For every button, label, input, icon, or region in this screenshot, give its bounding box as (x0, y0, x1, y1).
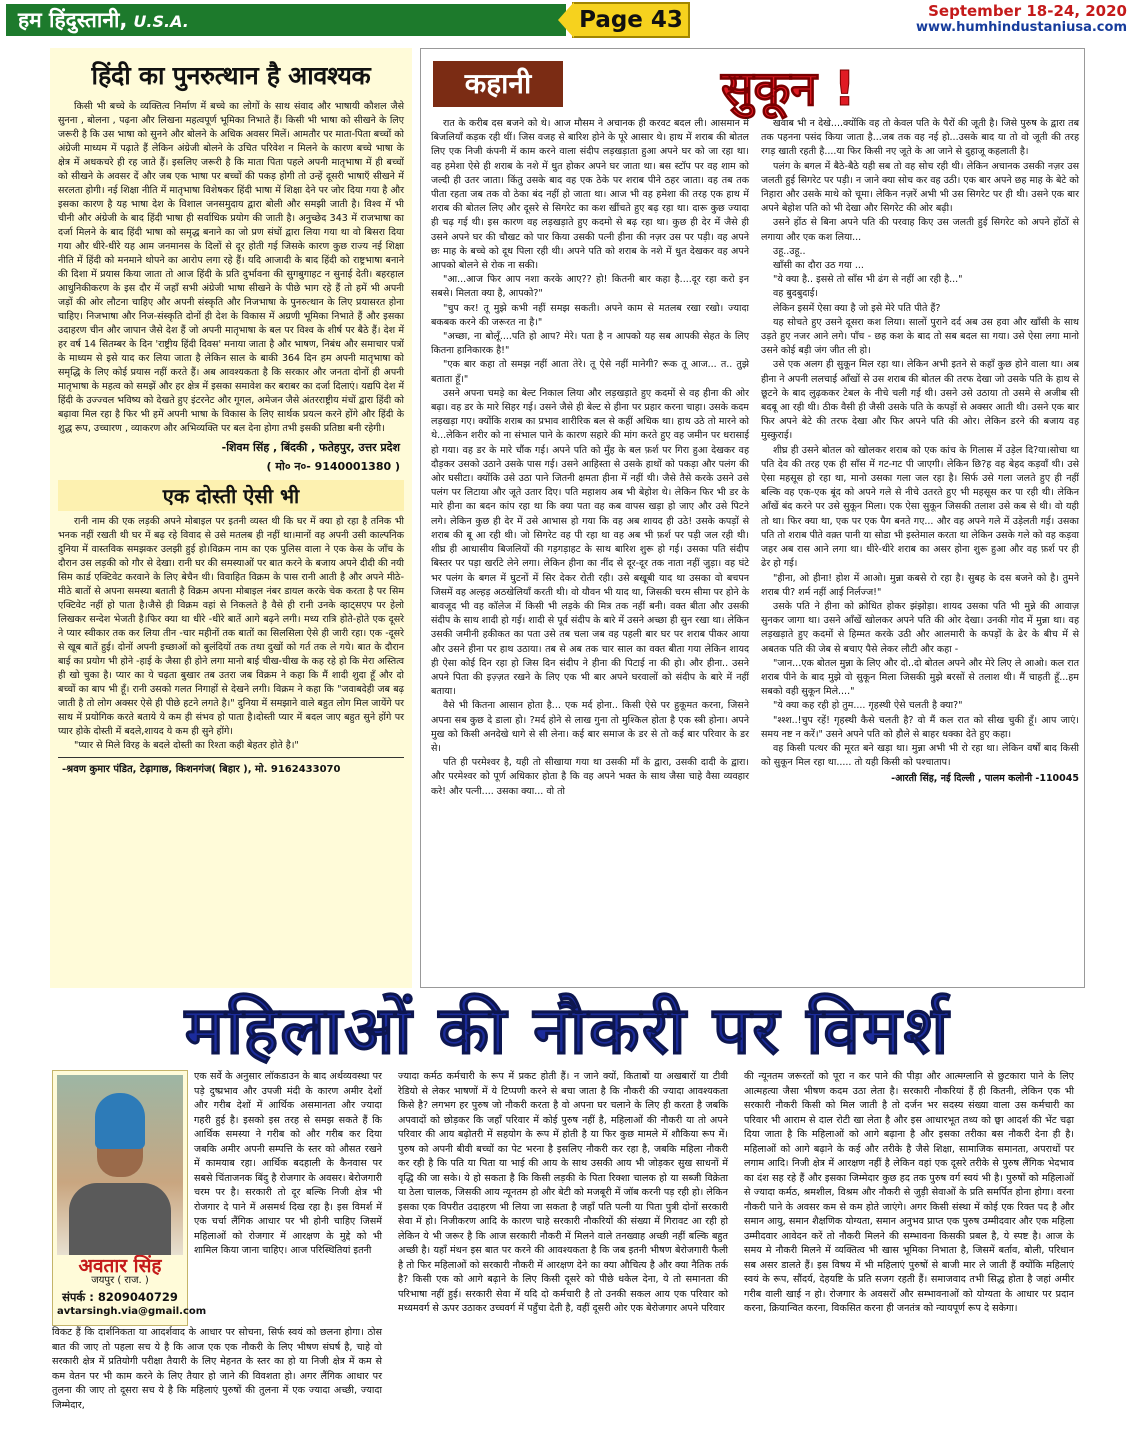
bottom-column-1-upper (52, 1070, 382, 1326)
story-section (420, 48, 1085, 988)
story-label: कहानी (433, 61, 563, 107)
story-paragraph: खाँसी का दौरा उठ गया ... (773, 260, 864, 272)
story-paragraph: वह बुदबुदाई। (773, 288, 819, 300)
story-paragraph: उसने अपना चमड़े का बेल्ट निकाल लिया और लड़खड़ाते हुए कदमों से वह हीना की ओर बढ़ा। वह डर के मारे सिहर गई। उसने जैसे ही बेल्ट से हीना पर प्रहार करना चाहा। उसके कदम लड़खड़ा गए। क्योंकि शराब का प्रभाव शारीरिक बल से कहीं अधिक था। हाथ उठे तो मारने को थे...लेकिन शरीर को ना संभाल पाने के कारण सहारे की मांग करते हुए वह जमीन पर धरासाई हो गया। वह डर के मारे चौंक गई। अपने पति को मुँह के बल फ़र्श पर गिरा हुआ देखकर वह दौड़कर उसको उठाने उसके पास गई। उसने आहिस्ता से उसके हाथों को पकड़ा और पलंग की ओर घसीटा। क्योंकि उसे उठा पाने जितनी क्षमता हीना में नहीं थी। जैसे तैसे करके उसने उसे पलंग पर लिटाया और जूते उतार दिए। पति महाशय अब भी बेहोश थे। लेकिन फिर भी डर के मारे हीना का बदन कांप रहा था कि क्या पता वह कब वापस खड़ा हो जाए और उसे पिटने लगे। लेकिन कुछ ही देर में उसे आभास हो गया कि वह अब शायद ही उठे! उसके कपड़ों से शराब की बू आ रही थी। जो सिगरेट वह पी रहा था वह अब भी फ़र्श पर पड़ी जल रही थी। शीघ्र ही आधासीय बिजलियों की गड़गड़ाहट के साथ बारिश शुरू हो गई। उसका पति संदीप बिस्तर पर पड़ा खर्राटे लेने लगा। लेकिन हीना का नींद से दूर-दूर तक नाता नहीं जुड़ा। वह घंटे भर पलंग के बगल में घुटनों में सिर देकर रोती रही। उसे बखूबी याद था उसका वो बचपन जिसमें वह अल्हड़ अठखेलियाँ करती थी। वो यौवन भी याद था, जिसकी चरम सीमा पर होने के बावजूद भी वह कॉलेज में किसी भी लड़के की मित्र तक नहीं बनी। वक्त बीता और उसकी संदीप के साथ शादी हो गई। शादी से पूर्व संदीप के बारे में उसने अच्छा ही सुन रखा था। लेकिन उसकी जमीनी हकीकत का पता उसे तब चला जब वह पहली बार घर पर शराब पीकर आया और उसने हीना पर हाथ उठाया। तब से अब तक चार साल का वक्त बीता गया लेकिन शायद ही ऐसा कोई दिन रहा हो जिस दिन संदीप ने हीना की पिटाई ना की हो। और हीना.. उसने अपने पिता की इज़्ज़त रखने के लिए एक भी बार अपने घरवालों को संदीप के बारे में नहीं बताया। (431, 387, 749, 698)
article1-body (50, 100, 412, 436)
bottom-column-1-text (194, 1070, 382, 1326)
page-number: Page 43 (572, 2, 690, 38)
story-paragraph: "ये क्या है.. इससे तो साँस भी ढंग से नहीं आ रही है..." (773, 274, 963, 286)
bottom-paragraph: विकट हैं कि दार्शनिकता या आदर्शवाद के आधार पर सोचना, सिर्फ स्वयं को छलना होगा। ठोस बात की जाए तो पहला सच ये है कि आज एक एक नौकरी के लिए भीषण संघर्ष है, चाहे वो सरकारी क्षेत्र में प्रतियोगी परीक्षा तैयारी के लिए मेहनत के स्तर का हो या निजी क्षेत्र में कम से कम वेतन पर भी काम करने के लिए तैयार हो जाने की विवशता हो। अगर लैंगिक आधार पर तुलना की जाए तो दूसरा सच ये है कि महिलाएं पुरुषों की तुलना में एक ज्यादा अच्छी, ज्यादा जिम्मेदार, (52, 1327, 382, 1411)
story-paragraph: "श्श्श..!चुप रहें! गृहस्थी कैसे चलती है? वो मैं कल रात को सीख चुकी हूँ। आप जाएं। समय नष्ट न करें।" उसने अपने पति को हौले से बाहर धक्का देते हुए कहा। (761, 714, 1079, 740)
author-city: जयपुर ( राज. ) (91, 1274, 149, 1286)
story-title: सुकून ! (721, 61, 856, 117)
bottom-paragraph: ज्यादा कर्मठ कर्मचारी के रूप में प्रकट होती हैं। न जाने क्यों, किताबों या अखबारों या टीवी रेडियो से लेकर भाषणों में ये टिप्पणी करने से बचा जाता है कि नौकरी की ज्यादा आवश्यकता किसे है? लगभग हर पुरुष जो नौकरी करता है वो अपना घर चलाने के लिए ही करता है जबकि अपवादों को छोड़कर कि जहाँ परिवार में कोई पुरुष नहीं है, महिलाओं की नौकरी या तो अपने परिवार की आय बढ़ोतरी में सहयोग के रूप में होती है या फिर कुछ मामले में शौकिया रूप में। पुरुष को अपनी बीवी बच्चों का पेट भरना है इसलिए नौकरी कर रहा है, जबकि महिला नौकरी कर रही है कि पति या पिता या भाई की आय के साथ उसकी आय भी जोड़कर सुख साधनों में वृद्धि की जा सके। ये हो सकता है कि किसी लड़की के पिता रिक्शा चालक हो या सब्जी विक्रेता या ठेला चालक, जिसकी आय न्यूनतम हो और बेटी को मजबूरी में जॉब करनी पड़ रही हो। लेकिन इसका एक विपरीत उदाहरण भी लिया जा सकता है जहाँ पति पत्नी या पिता पुत्री दोनों सरकारी सेवा में हो। निजीकरण आदि के कारण चाहे सरकारी नौकरियों की संख्या में गिरावट आ रही हो लेकिन ये भी जरूर है कि आज सरकारी नौकरी में मिलने वाले तनख्वाह अच्छी नहीं बल्कि बहुत अच्छी है। यहाँ मंथन इस बात पर करने की आवश्यकता है कि जब इतनी भीषण बेरोजगारी फैली है तो फिर महिलाओं को सरकारी नौकरी में आरक्षण देने का क्या औचित्य है और क्या नैतिक तर्क है? किसी एक को आगे बढ़ाने के लिए किसी दूसरे को पीछे धकेल देना, ये तो समानता की परिभाषा नहीं हुई। सरकारी सेवा में यदि दो कर्मचारी है तो उनकी सकल आय एक परिवार को मध्यमवर्ग से ऊपर उठाकर उच्चवर्ग में पहुँचा देती है, वहीं दूसरी ओर एक बेरोजगार अपने परिवार (398, 1071, 728, 1314)
author-photo (57, 1075, 183, 1255)
issue-info (916, 3, 1127, 36)
story-paragraph: "चुप कर! तू मुझे कभी नहीं समझ सकती। अपने काम से मतलब रखा रखो। ज्यादा बकबक करने की जरूरत ना है।" (431, 302, 749, 328)
page-header (0, 0, 1135, 40)
story-paragraph: उसने होंठ से बिना अपने पति की परवाह किए उस जलती हुई सिगरेट को अपने होंठों से लगाया और एक कश लिया... (761, 217, 1079, 243)
article2-author: -श्रवण कुमार पंडित, टेढ़ागाछ, किशनगंज( बिहार ), मो. 9162433070 (62, 764, 341, 775)
story-paragraph: रात के करीब दस बजने को थे। आज मौसम ने अचानक ही करवट बदल ली। आसमान में बिजलियाँ कड़क रही थीं। जिस वजह से बारिश होने के पूरे आसार थे। हाथ में शराब की बोतल लिए एक निजी कंपनी में काम करने वाला संदीप लड़खड़ाता हुआ अपने घर को जा रहा था। वह हमेशा ऐसे ही शराब के नशे में धुत होकर अपने घर जाता था। बस स्टॉप पर वह शाम को जल्दी ही उतर जाता। किंतु उसके बाद वह एक ठेके पर शराब पीने ठहर जाता। वह तब तक पीता रहता जब तक वो ठेका बंद नहीं हो जाता था। आज भी वह हमेशा की तरह एक हाथ में शराब की बोतल लिए और दूसरे से सिगरेट का कश खींचते हुए बढ़ रहा था। दारू कुछ ज्यादा ही चढ़ गई थी। इस कारण वह लड़खड़ाते हुए कदमो से बढ़ रहा था। कुछ ही देर में जैसे ही उसने अपने घर की चौखट को पार किया उसकी पत्नी हीना की नज़र उस पर पड़ी। वह अपने छः माह के बच्चे को दूध पिला रही थी। अपने पति को शराब के नशे में धुत देखकर वह अपने आपको बोलने से रोक ना सकी। (431, 118, 749, 272)
story-paragraph: खवाब भी न देखे....क्योंकि वह तो केवल पति के पैरों की जूती है। जिसे पुरुष के द्वारा तब तक पहनना पसंद किया जाता है...जब तक वह नई हो...उसके बाद या तो वो जूती की तरह रगड़ खाती रहती है....या फिर किसी नए जूते के आ जाने से दुहाजू कहलाती है। (761, 118, 1079, 158)
bottom-paragraph: की न्यूनतम जरूरतों को पूरा न कर पाने की पीड़ा और आत्मग्लानि से छुटकारा पाने के लिए आत्महत्या जैसा भीषण कदम उठा लेता है। सरकारी नौकरियां हैं ही कितनी, लेकिन एक भी सरकारी नौकरी किसी को मिल जाती है तो दर्जन भर सदस्य संख्या वाला उस कर्मचारी का परिवार भी आराम से दाल रोटी खा लेता है और इस आधारभूत तथ्य को छ्वा आदर्श की भेंट चढ़ा दिया जाता है कि महिलाओं को आगे बढ़ाना है और इसका तरीका बस नौकरी देना ही है। महिलाओं को आगे बढ़ाने के कई और तरीके है जैसे शिक्षा, सामाजिक समानता, अपराधों पर लगाम आदि। निजी क्षेत्र में आरक्षण नहीं है लेकिन वहां एक दूसरे तरीके से पुरुष लैंगिक भेदभाव का दंश सह रहे हैं और इसका जिम्मेदार कुछ हद तक पुरुष वर्ग स्वयं भी है। पुरुषों को महिलाओं से ज्यादा कर्मठ, श्रमशील, विश्रम और नौकरी से जुड़ी सेवाओं के प्रति समर्पित होना होगा। वरना नौकरी पाने के अवसर कम से कम होते जाएंगे। अगर किसी संस्था में कोई एक रिक्त पद है और समान आयु, समान शैक्षणिक योग्यता, समान अनुभव प्राप्त एक पुरुष उम्मीदवार और एक महिला उम्मीदवार आवेदन करें तो नौकरी मिलने की सम्भावना किसकी प्रबल है, ये स्पष्ट है। आज के समय मे नौकरी मिलने में व्यक्तित्व भी खास भूमिका निभाता है, जिसमें बर्ताव, बोली, परिधान सब असर डालते हैं। इस विषय में भी महिलाएं पुरुषों से बाजी मार ले जाती हैं क्योंकि महिलाएं स्वयं के रूप, सौंदर्य, देहयष्टि के प्रति सजग रहती हैं। समाजवाद तभी सिद्ध होता है जहां अमीर गरीब वाली खाई न हो। रोजगार के अवसरों और सम्भावनाओं को योग्यता के आधार पर प्रदान करना, क्रियान्वित करना, विकसित करना ही जनतंत्र को न्यायपूर्ण रूप दे सकेगा। (744, 1071, 1074, 1314)
article2-paragraph: रानी नाम की एक लड़की अपने मोबाइल पर इतनी व्यस्त थी कि घर में क्या हो रहा है तनिक भी भनक नहीं रखती थी घर में बढ़ रहे विवाद से उसे मतलब ही नहीं था।मानों वह अपनी उसी काल्पनिक दुनिया में वास्तविक समझकर उलझी हुई हो।विक्रम नाम का एक पुलिस वाला ने एक केस के जाँच के दौरान उस लड़की को गौर से देखा। रानी घर की समस्याओं पर बात करने के बजाय अपने दीदी की नयी सिम कार्ड एक्टिवेट करवाने के लिए बेचैन थी। विवाहित विक्रम के पास रानी आती है और अपने मीठे-मीठे बातों से अपना समस्या बताती है विक्रम अपना मोबाइल नंबर डायल करके चेक करता है पर सिम एक्टिवेट नहीं हो पाता है।जैसे ही विक्रम वहां से निकलते है वैसे ही रानी उनके व्हाट्सएप पर हेलो लिखकर सन्देश भेजती है।फिर क्या था धीरे -धीरे बातें आगे बढ़ने लगी। मध्य रात्रि होते-होते एक दूसरे ने प्यार स्वीकार तक कर लिया तीन -चार महीनों तक बातों का सिलसिला ऐसे ही जारी रहा। एक -दूसरे से खूब बातें हुई। दोनों अपनी इच्छाओं को बुलंदियों तक तथा दुखों को गर्त तक ले गये। बात के दौरान बाई का प्रयोग भी होने -हाई के जैसा ही होने लगा मानो बाई चीख-चीख के कह रहे हो कि मेरा अस्तित्व ही खो चुका है। प्यार का ये चढ़ता बुखार तब उतरा जब विक्रम ने कहा कि मैं शादी शुदा हूँ और दो बच्चों का बाप भी हूँ। रानी उसको गलत निगाहों से देखने लगी। विक्रम ने कहा कि "जवाबदेही जब बढ़ जाती है तो लोग अक्सर ऐसे ही पीछे हटने लगते है।" दुनिया में समझाने वाले बहुत लोग मिल जायेंगे पर साथ में प्रयोगिक करते बताये ये कम ही संभव हो पाता है।दोस्ती प्यार में बदल जाए बहुत सुने होंगे पर प्यार होके दोस्ती में बदले,शायद ये कम ही सुने होंगे। (58, 516, 404, 737)
masthead-suffix: U.S.A. (133, 12, 189, 31)
article2-title: एक दोस्ती ऐसी भी (58, 480, 404, 511)
article1-title: हिंदी का पुनरुत्थान है आवश्यक (91, 61, 371, 90)
story-paragraph: वैसे भी कितना आसान होता है... एक मर्द होना.. किसी ऐसे पर हुकूमत करना, जिसने अपना सब कुछ दे डाला हो। ?मर्द होने से लाख गुना तो मुश्किल होता है एक स्त्री होना। अपने मुख को किसी अनदेखे धागे से सी लेना। कई बार समाज के डर से तो कई बार परिवार के डर से। (431, 700, 749, 754)
story-paragraph: उसे एक अलग ही सुकून मिल रहा था। लेकिन अभी इतने से कहाँ कुछ होने वाला था। अब हीना ने अपनी ललचाई आँखों से उस शराब की बोतल की तरफ देखा जो उसके पति के हाथ से छूटने के बाद लुढ़ककर टेबल के नीचे चली गई थी। उसने उसे उठाया तो उसमे से अजीब सी बदबू आ रही थी। ठीक वैसी ही जैसी उसके पति के कपड़ों से अक्सर आती थी। उसने एक बार फिर अपने बेटे की तरफ देखा और फिर अपने पति की ओर। लेकिन डरने की बजाय वह मुस्कुराई। (761, 359, 1079, 442)
article1-paragraph: किसी भी बच्चे के व्यक्तित्व निर्माण में बच्चे का लोगों के साथ संवाद और भाषायी कौशल जैसे सुनना , बोलना , पढ़ना और लिखना महत्वपूर्ण भूमिका निभाते हैं। किसी भी भाषा को सीखने के लिए जरूरी है कि उस भाषा को सुनने और बोलने के अधिक अवसर मिलें। आमतौर पर माता-पिता बच्चों को अंग्रेजी माध्यम में पढ़ाते हैं लेकिन अंग्रेजी बोलने के उचित परिवेश न मिलने के कारण बच्चे भाषा के क्षेत्र में अधकचरे ही रह जाते हैं। इसलिए जरूरी है कि माता पिता पहले अपनी मातृभाषा में ही बच्चों को सीखने के अवसर दें और जब एक भाषा पर बच्चों की पकड़ होगी तो उन्हें दूसरी भाषाएँ सीखने में सरलता होगी। नई शिक्षा नीति में मातृभाषा विशेषकर हिंदी भाषा में शिक्षा देने पर जोर दिया गया है और इसका कारण है यह भाषा देश के विशाल जनसमुदाय द्वारा बोली और समझी जाती है। विश्व में भी चीनी और अंग्रेजी के बाद हिंदी भाषा ही सर्वाधिक प्रयोग की जाती है। अनुच्छेद 343 में राजभाषा का दर्जा मिलने के बाद हिंदी भाषा को समृद्ध बनाने का जो प्रण संघों द्वारा लिया गया था वो बिसरा दिया गया और धीरे-धीरे यह आम जनमानस के दिलों से दूर होती गई जिसके कारण कुछ राज्य नई शिक्षा नीति में हिंदी को मनमाने थोपने का आरोप लगा रहे हैं। यदि आजादी के बाद हिंदी को राष्ट्रभाषा बनाने की दिशा में प्रयास किया जाता तो आज हिंदी के प्रति दुर्भावना की सुगबुगाहट न सुनाई देती। बहरहाल आधुनिकीकरण के इस दौर में जहाँ सभी अंग्रेजी भाषा सीखने के पीछे भाग रहे हैं तो हमें भी अपनी जड़ों की ओर लौटना चाहिए और अपनी संस्कृति और निजभाषा के पुनरुत्थान के लिए प्रयासरत होना चाहिए। निजभाषा और निज-संस्कृति दोनों ही देश के विकास में अग्रणी भूमिका निभाते हैं और इसका उदाहरण चीन और जापान जैसे देश हैं जो अपनी मातृभाषा के बल पर विश्व के शीर्ष पर बैठे हैं। देश में हर वर्ष 14 सितम्बर के दिन 'राष्ट्रीय हिंदी दिवस' मनाया जाता है और भाषण, निबंध और समाचार पत्रों के माध्यम से इसे याद कर लिया जाता है लेकिन साल के बाकी 364 दिन हम अपनी मातृभाषा को समृद्धि के लिए कोई प्रयास नहीं करते हैं। अब आवश्यकता है कि सरकार और जनता दोनों ही अपनी मातृभाषा के महत्व को समझें और हर क्षेत्र में इसका समावेश कर बराबर का दर्जा दिलाएं। यद्यपि देश में हिंदी के उज्ज्वल भविष्य को देखते हुए इंटरनेट और गूगल, अमेजन जैसे अंतरराष्ट्रीय मंचों द्वारा हिंदी को बढ़ावा मिल रहा है फिर भी हमें अपनी भाषा के विकास के लिए सार्थक प्रयत्न करने होंगे और हिंदी के शुद्ध रूप, उच्चारण , व्याकरण और अभिव्यक्ति पर बल देना होगा तभी इसकी प्रतिष्ठा बनी रहेगी। (58, 101, 404, 434)
story-paragraph: पति ही परमेश्वर है, यही तो सीखाया गया था उसकी माँ के द्वारा, उसकी दादी के द्वारा। और परमेश्वर को पूर्ण अधिकार होता है कि वह अपने भक्त के साथ जैसा चाहे वैसा व्यवहार करे! और पत्नी.... उसका क्या... वो तो (431, 757, 749, 797)
photo-turban (95, 1093, 145, 1149)
author-name: अवतार सिंह (78, 1255, 162, 1277)
bottom-column-3 (744, 1070, 1074, 1317)
issue-date: September 18-24, 2020 (928, 2, 1127, 20)
story-paragraph: उहू..उहू.. (773, 245, 806, 257)
left-column (50, 48, 412, 988)
story-author: -आरती सिंह, नई दिल्ली , पालम कलोनी -110045 (891, 773, 1079, 785)
masthead-title: हम हिंदुस्तानी, (18, 8, 128, 32)
bottom-paragraph: एक सर्वे के अनुसार लॉकडाउन के बाद अर्थव्यवस्था पर पड़े दुष्प्रभाव और उपजी मंदी के कारण अमीर देशों और गरीब देशों में आर्थिक असमानता और ज्यादा गहरी हुई है। इसको इस तरह से समझ सकते हैं कि आर्थिक समस्या ने गरीब को और गरीब कर दिया जबकि अमीर अपनी सम्पत्ति के स्तर को औसत रखने में कामयाब रहा। आर्थिक बदहाली के कैनवास पर सबसे चिंताजनक बिंदु है रोजगार के अवसर। बेरोजगारी चरम पर है। सरकारी तो दूर बल्कि निजी क्षेत्र भी रोजगार दे पाने में असमर्थ दिख रहा है। इस विमर्श में एक चर्चा लैंगिक आधार पर भी होनी चाहिए जिसमें महिलाओं को रोजगार में आरक्षण के मुद्दे को भी शामिल किया जाना चाहिए। आज परिस्थितियां इतनी (194, 1071, 382, 1256)
story-paragraph: उसके पति ने हीना को क्रोधित होकर झंझोड़ा। शायद उसका पति भी मुन्ने की आवाज़ सुनकर जागा था। उसने आँखें खोलकर अपने पति की ओर देखा। उनकी गोद में मुन्ना था। वह लड़खड़ाते हुए कदमों से हिम्मत करके उठी और आलमारी के कपड़ों के ढेर के बीच में से अबतक पति की जेब से बचाए पैसे लेकर लौटी और कहा - (761, 600, 1079, 655)
story-paragraph: "अच्छा, ना बोलूँ....पति हो आप? मेरे। पता है न आपको यह सब आपकी सेहत के लिए कितना हानिकारक है!" (431, 331, 749, 357)
story-paragraph: शीघ्र ही उसने बोतल को खोलकर शराब को एक कांच के गिलास में उड़ेल दि?या।सोचा था पति देव की तरह एक ही साँस में गट-गट पी जाएगी। लेकिन छि?ह वह बेहद कड़वाँ थी। उसे ऐसा महसूस हो रहा था, मानो उसका गला जल रहा है। सिर्फ उसे गला जलते हुए ही नहीं बल्कि वह एक-एक बूंद को अपने गले से नीचे उतरते हुए भी महसूस कर पा रही थी। लेकिन आँखें बंद करने पर उसे सुकून मिला। एक ऐसा सुकून जिसकी तलाश उसे कब से थी। वो यही तो था। फिर क्या था, एक पर एक पैग बनते गए... और वह अपने गले में उड़ेलती गई। उसका पति तो शराब पीते वक़्त पानी या सोडा भी इस्तेमाल करता था लेकिन उसके गले को वह कड़वा जहर अब रास आने लगा था। धीरे-धीरे शराब का असर होना शुरू हुआ और वह फ़र्श पर ही ढेर हो गई। (761, 444, 1079, 570)
masthead (6, 4, 566, 36)
bottom-column-2 (398, 1070, 728, 1317)
story-paragraph: "आ...आज फिर आप नशा करके आए?? हो! कितनी बार कहा है....दूर रहा करो इन सबसे। मिलता क्या है, आपको?" (431, 274, 749, 300)
bottom-article-title: महिलाओं की नौकरी पर विमर्श (184, 992, 951, 1069)
story-column-1 (431, 117, 749, 799)
bottom-column-1 (52, 1070, 382, 1413)
story-paragraph: "ये क्या कह रही हो तुम.... गृहस्थी ऐसे चलती है क्या?" (773, 700, 963, 712)
article2-paragraph: "प्यार से मिले विरह के बदले दोस्ती का रिश्ता कही बेहतर होते है।" (74, 740, 299, 751)
story-paragraph: "हीना, ओ हीना! होश में आओ। मुन्ना कबसे रो रहा है। सुबह के दस बजने को है। तुमने शराब पी? शर्म नहीं आई निर्लज्ज!" (761, 572, 1079, 598)
story-paragraph: "जान...एक बोतल मुन्ना के लिए और दो..दो बोतल अपने और मेरे लिए ले आओ। कल रात शराब पीने के बाद मुझे वो सुकून मिला जिसकी मुझे बरसों से तलाश थी। मैं चाहती हूँ...हम सबको वही सुकून मिले...." (761, 657, 1079, 698)
story-paragraph: लेकिन इसमें ऐसा क्या है जो इसे मेरे पति पीते हैं? (773, 302, 941, 314)
story-paragraph: पलंग के बगल में बैठे-बैठे यही सब तो वह सोच रही थी। लेकिन अचानक उसकी नज़र उस जलती हुई सिगरेट पर पड़ी। न जाने क्या सोच कर वह उठी। एक बार अपने छह माह के बेटे को निहारा और उसके माथे को चूमा। लेकिन नज़रें अभी भी उस सिगरेट पर ही थी। उसने एक बार अपने बेहोश पति को भी देखा और सिगरेट की ओर बढ़ी। (761, 160, 1079, 215)
photo-shirt (69, 1183, 171, 1255)
website-link[interactable]: www.humhindustaniusa.com (915, 20, 1127, 35)
story-column-2 (761, 117, 1079, 787)
author-box (52, 1070, 207, 1326)
story-paragraph: वह किसी पत्थर की मूरत बने खड़ा था। मुन्ना अभी भी रो रहा था। लेकिन वर्षों बाद किसी को सुकून मिल रहा था..... तो यही किसी को पश्चाताप। (761, 742, 1079, 769)
story-paragraph: यह सोचते हुए उसने दूसरा कश लिया। सालों पुराने दर्द अब उस हवा और खाँसी के साथ उड़ते हुए नजर आने लगे। पाँच - छह कश के बाद तो सब बदल सा गया। उसे ऐसा लगा मानो उसने कोई बड़ी जंग जीत ली हो। (761, 316, 1079, 357)
author-contact: संपर्क : 8209040729 (62, 1290, 178, 1304)
story-paragraph: "एक बार कहा तो समझ नहीं आता तेरे। तू ऐसे नहीं मानेगी? रूक तू आज... त.. तुझे बताता हूँ।" (431, 359, 749, 385)
author-email[interactable]: avtarsingh.via@gmail.com (57, 1305, 207, 1317)
article2-body (50, 515, 412, 753)
article1-author: -शिवम सिंह , बिंदकी , फतेहपुर, उत्तर प्रदेश (221, 441, 400, 454)
article1-contact: ( मो० न०- 9140001380 ) (266, 460, 400, 473)
